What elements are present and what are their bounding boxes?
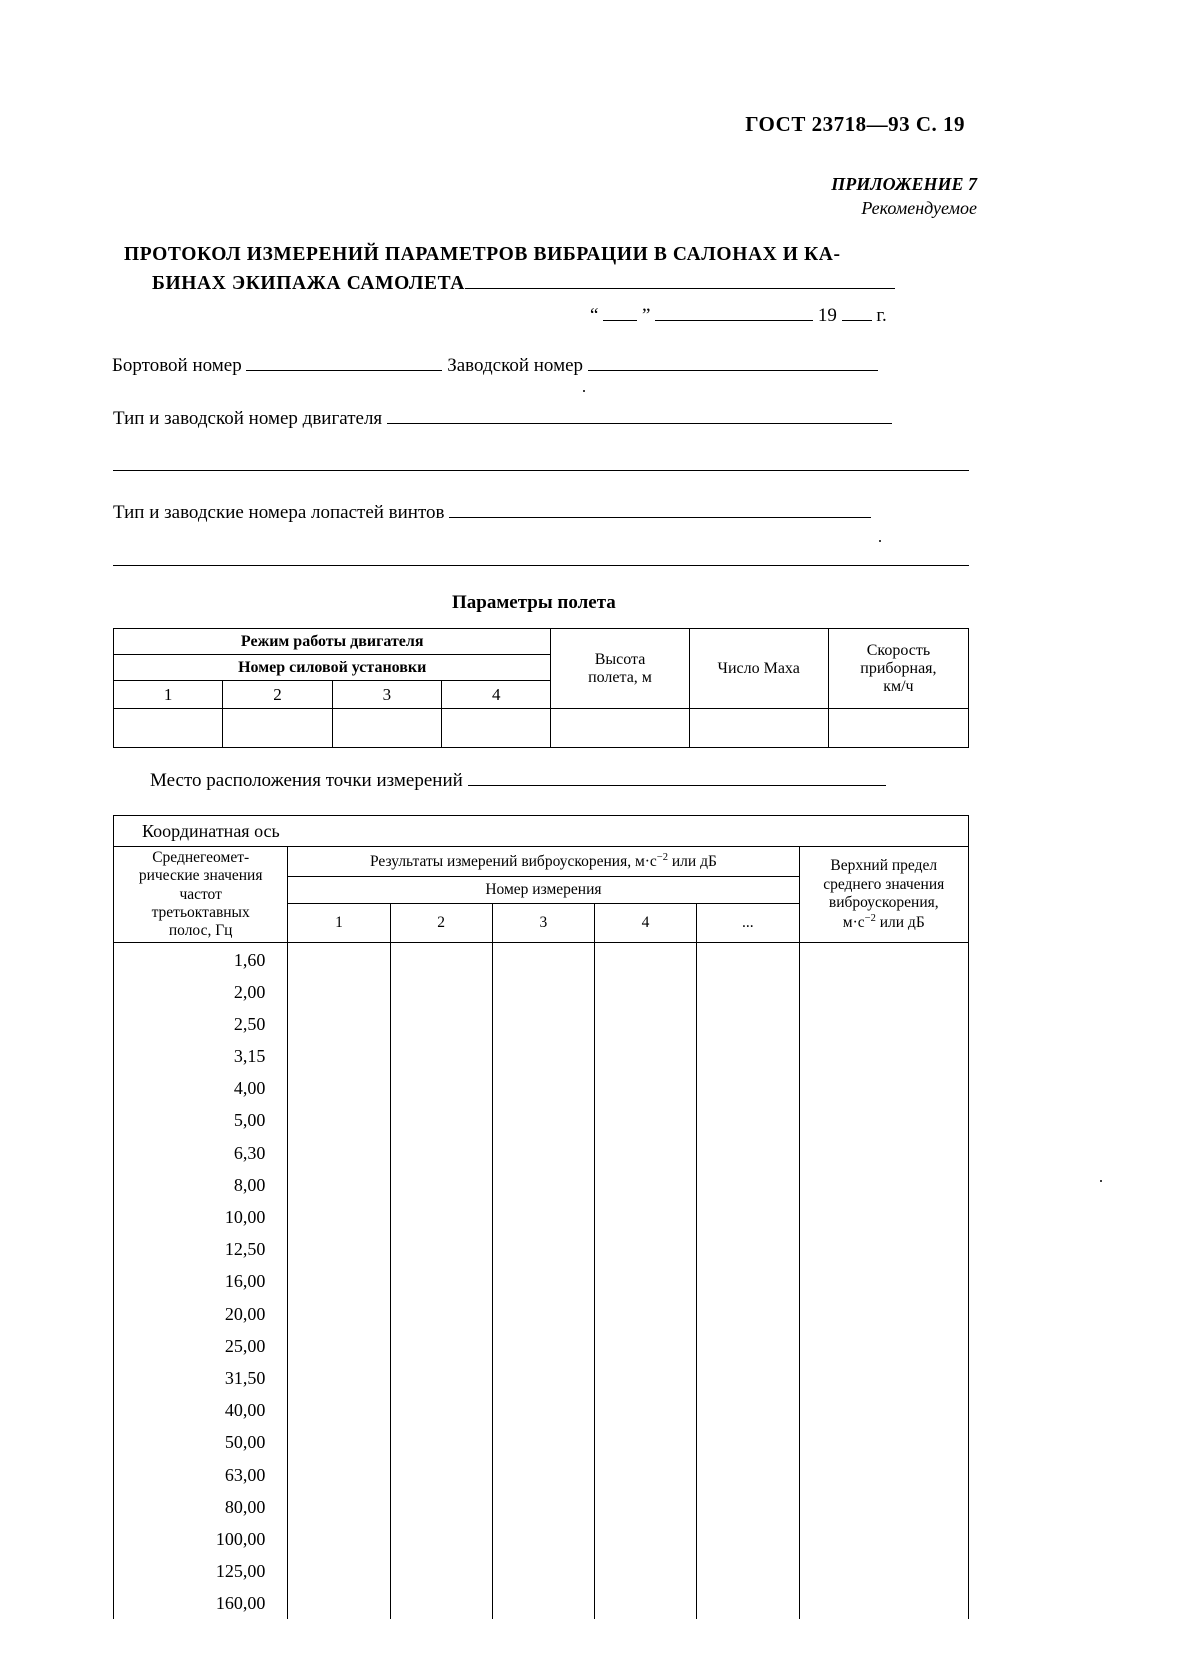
freq-header-line4: третьоктавных xyxy=(151,903,250,921)
upper-limit-cell[interactable] xyxy=(799,1362,968,1394)
flight-cell[interactable] xyxy=(551,709,689,748)
freq-header-line1: Среднегеомет- xyxy=(152,849,250,866)
measurement-cell[interactable] xyxy=(594,1587,696,1619)
frequency-value: 63,00 xyxy=(114,1458,288,1490)
measurement-cell[interactable] xyxy=(390,1297,492,1329)
freq-header-line2: рические значения xyxy=(138,867,263,885)
flight-cell[interactable] xyxy=(223,709,332,748)
altitude-header-line2: полета, м xyxy=(588,668,652,686)
upper-limit-cell[interactable] xyxy=(799,1458,968,1490)
scan-speck xyxy=(583,390,585,392)
measurement-cell[interactable] xyxy=(390,1201,492,1233)
frequency-value: 16,00 xyxy=(114,1265,288,1297)
measurement-cell[interactable] xyxy=(594,1265,696,1297)
scan-speck xyxy=(879,540,881,542)
frequency-value: 12,50 xyxy=(114,1233,288,1265)
frequency-value: 50,00 xyxy=(114,1426,288,1458)
measurement-cell[interactable] xyxy=(288,1555,390,1587)
frequency-value: 8,00 xyxy=(114,1169,288,1201)
upper-limit-cell[interactable] xyxy=(799,1297,968,1329)
flight-cell[interactable] xyxy=(828,709,968,748)
measurement-cell[interactable] xyxy=(390,1330,492,1362)
measurement-cell[interactable] xyxy=(594,1330,696,1362)
table-row xyxy=(114,1072,969,1104)
power-unit-1: 1 xyxy=(114,681,223,709)
measurement-cell[interactable] xyxy=(288,976,390,1008)
measurement-cell[interactable] xyxy=(697,1233,799,1265)
table-row xyxy=(114,943,969,976)
board-number-input[interactable] xyxy=(246,355,442,371)
table-row xyxy=(114,1201,969,1233)
upper-limit-cell[interactable] xyxy=(799,1169,968,1201)
measurement-cell[interactable] xyxy=(288,1458,390,1490)
freq-header-line5: полос, Гц xyxy=(168,922,233,940)
table-row xyxy=(114,1169,969,1201)
measurement-cell[interactable] xyxy=(390,1523,492,1555)
props-label: Тип и заводские номера лопастей винтов xyxy=(113,502,445,523)
measurement-cell[interactable] xyxy=(594,1040,696,1072)
page-title-line1: ПРОТОКОЛ ИЗМЕРЕНИЙ ПАРАМЕТРОВ ВИБРАЦИИ В САЛОНАХ И КА- xyxy=(124,244,841,265)
frequency-value: 160,00 xyxy=(114,1587,288,1619)
upper-limit-cell[interactable] xyxy=(799,1233,968,1265)
measurement-cell[interactable] xyxy=(697,1169,799,1201)
speed-header xyxy=(828,629,968,709)
meas-col-3: 3 xyxy=(492,903,594,942)
measurement-cell[interactable] xyxy=(390,1394,492,1426)
annex-title: ПРИЛОЖЕНИЕ 7 xyxy=(831,174,977,194)
measurement-cell[interactable] xyxy=(492,1233,594,1265)
measurement-cell[interactable] xyxy=(594,1555,696,1587)
flight-cell[interactable] xyxy=(689,709,828,748)
measurement-cell[interactable] xyxy=(697,1008,799,1040)
measurement-cell[interactable] xyxy=(390,1555,492,1587)
speed-header-line1: Скорость xyxy=(866,641,931,659)
measurement-cell[interactable] xyxy=(697,1265,799,1297)
measurement-cell[interactable] xyxy=(594,1104,696,1136)
measurement-cell[interactable] xyxy=(594,1458,696,1490)
table-row xyxy=(114,1491,969,1523)
table-row xyxy=(114,816,969,847)
measurement-cell[interactable] xyxy=(697,943,799,976)
measurement-cell[interactable] xyxy=(288,1201,390,1233)
measurement-cell[interactable] xyxy=(390,1104,492,1136)
upper-limit-cell[interactable] xyxy=(799,1265,968,1297)
frequency-column-header xyxy=(114,847,288,943)
year-suffix: г. xyxy=(876,305,887,326)
frequency-value: 2,50 xyxy=(114,1008,288,1040)
measurement-cell[interactable] xyxy=(288,1008,390,1040)
year-field[interactable] xyxy=(842,306,872,321)
factory-number-label: Заводской номер xyxy=(447,355,584,376)
table-row[interactable] xyxy=(114,709,969,748)
measurement-cell[interactable] xyxy=(594,1491,696,1523)
point-location-row xyxy=(150,770,886,792)
upper-limit-cell[interactable] xyxy=(799,1008,968,1040)
table-row xyxy=(114,1265,969,1297)
results-header-text: Результаты измерений виброускорения, м·с xyxy=(369,852,657,870)
upper-limit-cell[interactable] xyxy=(799,1137,968,1169)
limit-header-line2: среднего значения xyxy=(823,875,945,893)
table-row xyxy=(114,1330,969,1362)
flight-params-table xyxy=(113,628,969,748)
flight-cell[interactable] xyxy=(332,709,441,748)
measurement-cell[interactable] xyxy=(594,1426,696,1458)
measurement-cell[interactable] xyxy=(697,1426,799,1458)
measurement-cell[interactable] xyxy=(697,1362,799,1394)
page-title xyxy=(124,240,1004,299)
table-row xyxy=(114,629,969,655)
measurement-cell[interactable] xyxy=(594,1008,696,1040)
props-row xyxy=(113,502,871,524)
scan-speck xyxy=(1100,1180,1102,1182)
measurement-cell[interactable] xyxy=(594,1201,696,1233)
results-header-exponent: −2 xyxy=(656,851,669,863)
measurement-cell[interactable] xyxy=(492,1330,594,1362)
measurement-cell[interactable] xyxy=(288,1040,390,1072)
factory-number-input[interactable] xyxy=(588,355,878,371)
date-line xyxy=(590,305,887,327)
upper-limit-cell[interactable] xyxy=(799,1201,968,1233)
frequency-value: 31,50 xyxy=(114,1362,288,1394)
board-number-label: Бортовой номер xyxy=(112,355,242,376)
measurement-cell[interactable] xyxy=(288,1587,390,1619)
measurement-cell[interactable] xyxy=(390,1169,492,1201)
meas-col-2: 2 xyxy=(390,903,492,942)
measurement-cell[interactable] xyxy=(594,943,696,976)
month-field[interactable] xyxy=(655,306,813,321)
engine-label: Тип и заводской номер двигателя xyxy=(113,408,383,429)
measurement-cell[interactable] xyxy=(390,1040,492,1072)
frequency-value: 10,00 xyxy=(114,1201,288,1233)
limit-units-post: или дБ xyxy=(875,913,925,931)
meas-col-more: ... xyxy=(697,903,799,942)
upper-limit-cell[interactable] xyxy=(799,1523,968,1555)
flight-mode-header: Режим работы двигателя xyxy=(114,629,551,655)
quote-open: “ xyxy=(590,305,599,326)
measurement-cell[interactable] xyxy=(594,1072,696,1104)
coordinate-axis-header: Координатная ось xyxy=(114,816,969,847)
point-location-label: Место расположения точки измерений xyxy=(150,770,463,791)
measurement-cell[interactable] xyxy=(492,1008,594,1040)
upper-limit-cell[interactable] xyxy=(799,1330,968,1362)
table-row xyxy=(114,847,969,877)
measurement-cell[interactable] xyxy=(288,1330,390,1362)
measurement-cell[interactable] xyxy=(492,1523,594,1555)
limit-units-exponent: −2 xyxy=(864,912,876,924)
measurement-cell[interactable] xyxy=(390,1072,492,1104)
measurement-cell[interactable] xyxy=(697,1297,799,1329)
annex-block xyxy=(831,172,977,221)
annex-subtitle: Рекомендуемое xyxy=(861,198,977,219)
measurement-cell[interactable] xyxy=(492,1265,594,1297)
measurement-cell[interactable] xyxy=(697,976,799,1008)
table-row xyxy=(114,1104,969,1136)
frequency-value: 80,00 xyxy=(114,1491,288,1523)
upper-limit-cell[interactable] xyxy=(799,1040,968,1072)
measurement-cell[interactable] xyxy=(390,1491,492,1523)
upper-limit-cell[interactable] xyxy=(799,1072,968,1104)
altitude-header-line1: Высота xyxy=(594,650,646,668)
measurement-cell[interactable] xyxy=(288,1233,390,1265)
measurement-cell[interactable] xyxy=(697,1587,799,1619)
upper-limit-cell[interactable] xyxy=(799,1426,968,1458)
measurement-cell[interactable] xyxy=(288,1265,390,1297)
measurement-cell[interactable] xyxy=(390,1426,492,1458)
limit-units-pre: м·с xyxy=(842,913,865,931)
props-input[interactable] xyxy=(449,502,871,518)
power-unit-header: Номер силовой установки xyxy=(114,655,551,681)
engine-input-continued[interactable] xyxy=(113,470,969,471)
table-row xyxy=(114,1394,969,1426)
measurement-cell[interactable] xyxy=(492,943,594,976)
table-row xyxy=(114,1008,969,1040)
results-header xyxy=(288,847,799,877)
meas-col-4: 4 xyxy=(594,903,696,942)
upper-limit-cell[interactable] xyxy=(799,1394,968,1426)
measurement-cell[interactable] xyxy=(697,1104,799,1136)
measurement-cell[interactable] xyxy=(594,1169,696,1201)
frequency-value: 100,00 xyxy=(114,1523,288,1555)
measurement-cell[interactable] xyxy=(492,1394,594,1426)
table-row xyxy=(114,1137,969,1169)
measurement-cell[interactable] xyxy=(390,976,492,1008)
frequency-value: 5,00 xyxy=(114,1104,288,1136)
measurement-cell[interactable] xyxy=(492,1458,594,1490)
measurement-cell[interactable] xyxy=(697,1555,799,1587)
frequency-value: 1,60 xyxy=(114,943,288,976)
upper-limit-cell[interactable] xyxy=(799,1587,968,1619)
frequency-value: 125,00 xyxy=(114,1555,288,1587)
table-row xyxy=(114,1555,969,1587)
day-field[interactable] xyxy=(603,306,637,321)
measurement-cell[interactable] xyxy=(492,1555,594,1587)
measurement-cell[interactable] xyxy=(288,1072,390,1104)
table-row xyxy=(114,1297,969,1329)
measurement-cell[interactable] xyxy=(697,1072,799,1104)
measurement-cell[interactable] xyxy=(492,1362,594,1394)
measurement-cell[interactable] xyxy=(288,1137,390,1169)
limit-header-line4 xyxy=(803,913,965,933)
measurement-cell[interactable] xyxy=(390,1008,492,1040)
mach-header: Число Маха xyxy=(689,629,828,709)
measurement-number-header: Номер измерения xyxy=(288,876,799,903)
flight-cell[interactable] xyxy=(114,709,223,748)
quote-close: ” xyxy=(641,305,651,326)
measurement-cell[interactable] xyxy=(492,1491,594,1523)
flight-cell[interactable] xyxy=(442,709,551,748)
measurement-cell[interactable] xyxy=(390,1587,492,1619)
point-location-input[interactable] xyxy=(468,770,886,786)
measurement-cell[interactable] xyxy=(390,1362,492,1394)
engine-row xyxy=(113,408,892,430)
measurement-cell[interactable] xyxy=(390,1233,492,1265)
page-title-line2-wrap xyxy=(152,269,1004,298)
measurement-cell[interactable] xyxy=(697,1040,799,1072)
measurement-cell[interactable] xyxy=(288,1297,390,1329)
upper-limit-cell[interactable] xyxy=(799,943,968,976)
measurement-cell[interactable] xyxy=(594,976,696,1008)
speed-header-line3: км/ч xyxy=(883,677,914,695)
measurement-cell[interactable] xyxy=(697,1523,799,1555)
measurement-cell[interactable] xyxy=(288,1426,390,1458)
measurement-cell[interactable] xyxy=(492,1587,594,1619)
props-input-continued[interactable] xyxy=(113,565,969,566)
measurement-cell[interactable] xyxy=(390,1137,492,1169)
title-fill-rule xyxy=(465,274,895,289)
flight-params-caption: Параметры полета xyxy=(452,592,616,613)
document-reference: ГОСТ 23718—93 С. 19 xyxy=(745,112,965,136)
measurement-cell[interactable] xyxy=(697,1394,799,1426)
measurement-cell[interactable] xyxy=(594,1297,696,1329)
measurement-cell[interactable] xyxy=(697,1137,799,1169)
upper-limit-cell[interactable] xyxy=(799,1104,968,1136)
limit-header-line3: виброускорения, xyxy=(828,894,939,912)
frequency-value: 2,00 xyxy=(114,976,288,1008)
measurement-cell[interactable] xyxy=(594,1137,696,1169)
measurement-cell[interactable] xyxy=(697,1458,799,1490)
measurement-cell[interactable] xyxy=(594,1362,696,1394)
table-row xyxy=(114,1426,969,1458)
engine-input[interactable] xyxy=(387,408,892,424)
table-row xyxy=(114,1233,969,1265)
measurement-cell[interactable] xyxy=(697,1201,799,1233)
measurement-cell[interactable] xyxy=(594,1523,696,1555)
frequency-value: 25,00 xyxy=(114,1330,288,1362)
year-prefix: 19 xyxy=(817,305,837,326)
vibration-data-table xyxy=(113,815,969,1619)
upper-limit-cell[interactable] xyxy=(799,1491,968,1523)
table-row xyxy=(114,1362,969,1394)
measurement-cell[interactable] xyxy=(492,1040,594,1072)
upper-limit-cell[interactable] xyxy=(799,976,968,1008)
measurement-cell[interactable] xyxy=(697,1330,799,1362)
power-unit-2: 2 xyxy=(223,681,332,709)
measurement-cell[interactable] xyxy=(492,1201,594,1233)
measurement-cell[interactable] xyxy=(492,1426,594,1458)
speed-header-line2: приборная, xyxy=(860,659,937,677)
frequency-value: 40,00 xyxy=(114,1394,288,1426)
measurement-cell[interactable] xyxy=(492,1072,594,1104)
measurement-cell[interactable] xyxy=(288,1523,390,1555)
measurement-cell[interactable] xyxy=(288,1394,390,1426)
measurement-cell[interactable] xyxy=(288,1362,390,1394)
measurement-cell[interactable] xyxy=(288,1169,390,1201)
measurement-cell[interactable] xyxy=(492,1137,594,1169)
measurement-cell[interactable] xyxy=(288,1104,390,1136)
board-number-row xyxy=(112,355,878,377)
upper-limit-header xyxy=(799,847,968,943)
frequency-value: 3,15 xyxy=(114,1040,288,1072)
measurement-cell[interactable] xyxy=(288,943,390,976)
power-unit-3: 3 xyxy=(332,681,441,709)
results-header-text-post: или дБ xyxy=(668,852,717,870)
measurement-cell[interactable] xyxy=(390,943,492,976)
upper-limit-cell[interactable] xyxy=(799,1555,968,1587)
measurement-cell[interactable] xyxy=(492,1169,594,1201)
measurement-cell[interactable] xyxy=(697,1491,799,1523)
table-row xyxy=(114,976,969,1008)
power-unit-4: 4 xyxy=(442,681,551,709)
measurement-cell[interactable] xyxy=(594,1394,696,1426)
page-title-line2: БИНАХ ЭКИПАЖА САМОЛЕТА xyxy=(152,273,465,295)
measurement-cell[interactable] xyxy=(492,1104,594,1136)
measurement-cell[interactable] xyxy=(288,1491,390,1523)
measurement-cell[interactable] xyxy=(390,1265,492,1297)
altitude-header xyxy=(551,629,689,709)
measurement-cell[interactable] xyxy=(594,1233,696,1265)
frequency-value: 6,30 xyxy=(114,1137,288,1169)
table-row xyxy=(114,1040,969,1072)
measurement-cell[interactable] xyxy=(492,1297,594,1329)
frequency-value: 4,00 xyxy=(114,1072,288,1104)
measurement-cell[interactable] xyxy=(390,1458,492,1490)
frequency-value: 20,00 xyxy=(114,1297,288,1329)
table-row xyxy=(114,1458,969,1490)
measurement-cell[interactable] xyxy=(492,976,594,1008)
freq-header-line3: частот xyxy=(179,885,222,903)
table-row xyxy=(114,1587,969,1619)
table-row xyxy=(114,1523,969,1555)
limit-header-line1: Верхний предел xyxy=(830,856,938,874)
meas-col-1: 1 xyxy=(288,903,390,942)
